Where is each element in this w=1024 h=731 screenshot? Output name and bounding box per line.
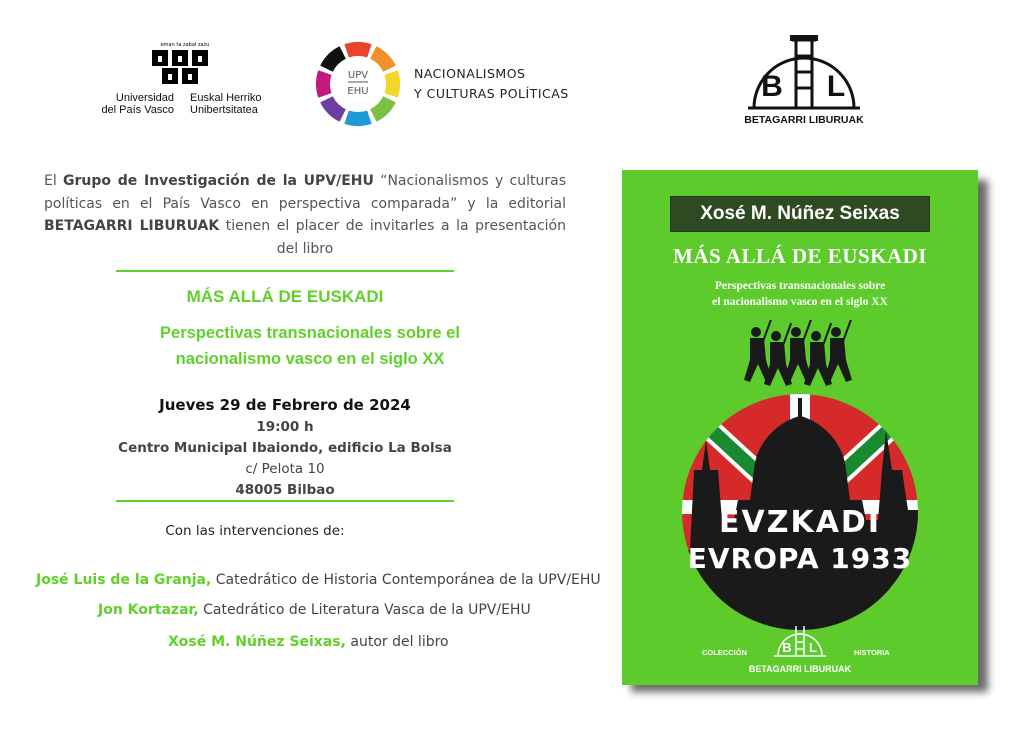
wheel-upv-text: UPV [347, 70, 369, 81]
event-venue: Centro Municipal Ibaiondo, edificio La Bolsa [118, 440, 452, 456]
book-subtitle-line2: nacionalismo vasco en el siglo XX [175, 350, 445, 368]
speaker-name: José Luis de la Granja, [36, 572, 212, 588]
upv-name-es [92, 92, 174, 116]
upv-name-eu [190, 92, 280, 116]
speaker-item [98, 602, 531, 618]
speaker-item [168, 634, 449, 650]
wheel-segment [344, 42, 371, 57]
publisher-logo-letter-right: L [826, 70, 846, 103]
research-group-line2: Y CULTURAS POLÍTICAS [414, 86, 569, 101]
research-group-line1: NACIONALISMOS [414, 66, 526, 81]
cover-title: MÁS ALLÁ DE EUSKADI [673, 244, 927, 268]
upv-name-es-2: del País Vasco [101, 104, 174, 116]
poster-line1: EVZKADI [719, 505, 881, 540]
wheel-segment [370, 96, 396, 122]
speaker-name: Jon Kortazar, [98, 602, 199, 618]
divider-top [116, 270, 454, 272]
cover-poster-illustration [672, 320, 928, 640]
wheel-ehu-text: EHU [347, 86, 369, 97]
event-details [60, 393, 510, 501]
speaker-role: Catedrático de Historia Contemporánea de la UPV/EHU [211, 572, 601, 588]
intro-text-1: El [44, 173, 64, 189]
wheel-segment [370, 46, 396, 72]
tower-dome-icon [740, 30, 868, 114]
intro-research-group: Grupo de Investigación de la UPV/EHU [63, 173, 374, 189]
cover-author: Xosé M. Núñez Seixas [670, 196, 930, 232]
research-group-name [414, 64, 569, 104]
upv-ehu-logo [92, 42, 272, 122]
wheel-segment [385, 70, 400, 97]
cover-publisher: BETAGARRI LIBURUAK [748, 664, 852, 674]
speaker-name: Xosé M. Núñez Seixas, [168, 634, 346, 650]
wheel-segment [320, 46, 346, 72]
divider-bottom [116, 500, 454, 502]
upv-name-es-1: Universidad [115, 92, 174, 104]
speaker-role: autor del libro [345, 634, 449, 650]
cover-publisher-logo-icon [772, 622, 828, 660]
cover-logo-letter-left: B [782, 640, 792, 655]
wheel-segment [316, 70, 331, 97]
wheel-segment [320, 96, 346, 122]
event-city: 48005 Bilbao [235, 482, 335, 498]
publisher-logo-letter-left: B [761, 70, 783, 103]
book-cover [622, 170, 978, 685]
upv-name-eu-1: Euskal Herriko [190, 92, 262, 104]
publisher-logo-name: BETAGARRI LIBURUAK [744, 114, 864, 126]
color-wheel-icon [314, 36, 406, 128]
wheel-segment [344, 111, 371, 126]
publisher-logo [740, 30, 868, 130]
poster-line2: EVROPA 1933 [687, 542, 913, 575]
upv-motto: eman ta zabal zazu [160, 42, 210, 48]
book-subtitle [100, 320, 520, 372]
speaker-role: Catedrático de Literatura Vasca de la UPV/EHU [198, 602, 531, 618]
intro-text-2: “Nacionalismos y culturas políticas en el País Vasco en perspectiva comparada” y la editorial [44, 173, 566, 212]
book-title: MÁS ALLÁ DE EUSKADI [186, 287, 384, 306]
event-date: Jueves 29 de Febrero de 2024 [159, 396, 411, 414]
event-time: 19:00 h [256, 419, 314, 435]
cover-subtitle-line1: Perspectivas transnacionales sobre [714, 280, 886, 292]
upv-emblem-icon [150, 46, 210, 88]
research-group-logo [314, 36, 574, 128]
invitation-intro [44, 170, 566, 260]
cover-logo-letter-right: L [809, 640, 817, 655]
speakers-intro: Con las intervenciones de: [165, 523, 345, 539]
event-street: c/ Pelota 10 [245, 461, 325, 477]
cover-collection-name: HISTORIA [854, 648, 890, 657]
cover-subtitle [682, 278, 918, 310]
cover-subtitle-line2: el nacionalismo vasco en el siglo XX [712, 296, 888, 308]
speaker-item [36, 572, 601, 588]
cover-collection-label: COLECCIÓN [702, 648, 747, 657]
upv-name-eu-2: Unibertsitatea [190, 104, 258, 116]
book-subtitle-line1: Perspectivas transnacionales sobre el [160, 324, 460, 342]
marching-figures-icon [744, 320, 852, 386]
intro-text-3: tienen el placer de invitarles a la presentación del libro [219, 218, 566, 257]
intro-publisher: BETAGARRI LIBURUAK [44, 218, 220, 234]
